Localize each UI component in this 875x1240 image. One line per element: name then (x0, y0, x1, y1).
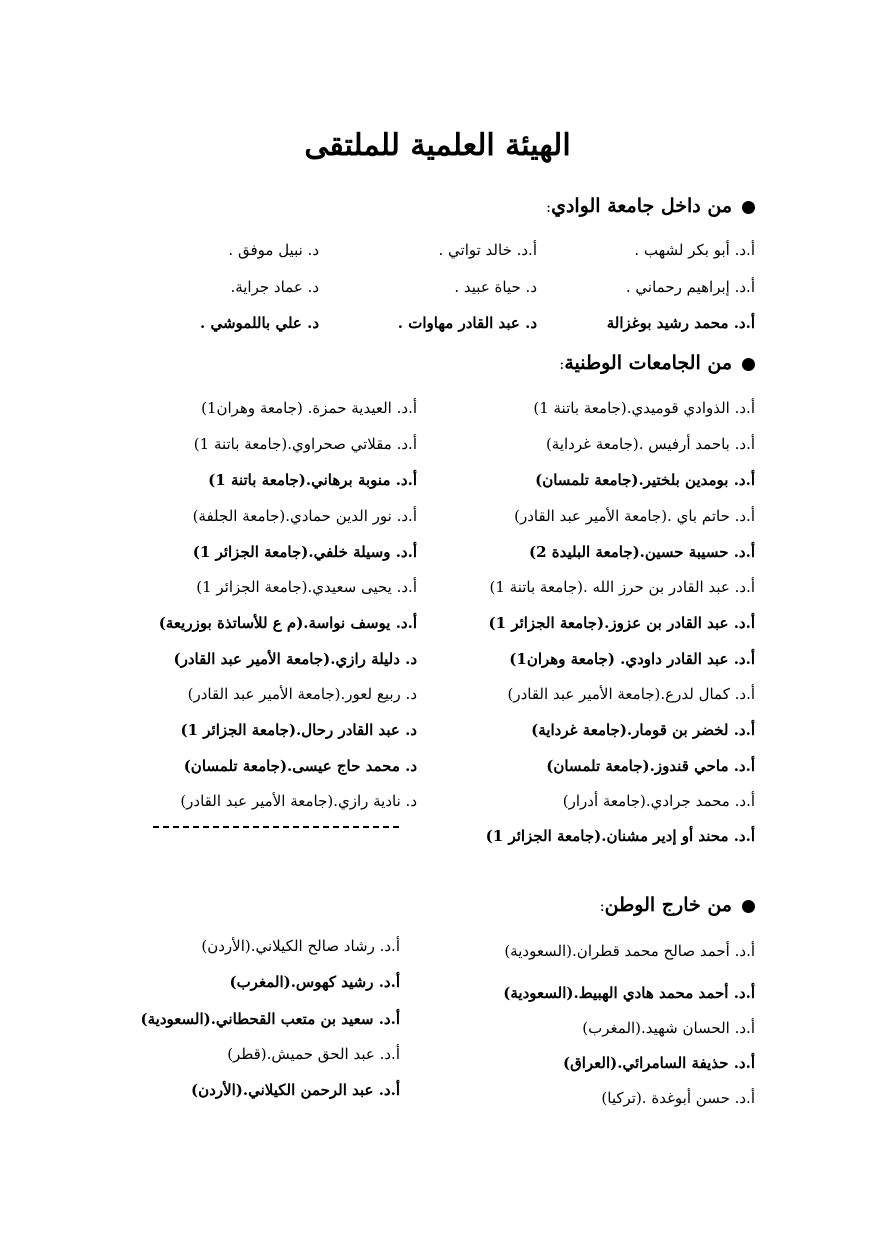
abroad-member-left: أ.د. رشاد صالح الكيلاني.(الأردن) (201, 937, 400, 955)
national-member-right: أ.د. ماحي قندوز.(جامعة تلمسان) (546, 757, 755, 775)
internal-member: أ.د. إبراهيم رحماني . (625, 278, 755, 296)
heading-colon: : (546, 198, 552, 216)
internal-member: أ.د. خالد تواتي . (438, 241, 537, 259)
abroad-member-left: أ.د. عبد الرحمن الكيلاني.(الأردن) (191, 1081, 400, 1099)
bullet-icon (742, 358, 755, 371)
page-title: الهيئة العلمية للملتقى (304, 128, 571, 163)
section-heading-label: من الجامعات الوطنية (564, 352, 732, 374)
abroad-member-right: أ.د. حسن أبوغدة .(تركيا) (601, 1089, 755, 1107)
national-member-left: أ.د. مقلاتي صحراوي.(جامعة باتنة 1) (193, 435, 417, 453)
national-member-right: أ.د. حاتم باي .(جامعة الأمير عبد القادر) (514, 507, 755, 525)
internal-member: د. حياة عبيد . (454, 278, 537, 296)
national-member-right: أ.د. عبد القادر داودي. (جامعة وهران1) (509, 650, 755, 668)
national-member-left: أ.د. يحيى سعيدي.(جامعة الجزائر 1) (196, 578, 417, 596)
abroad-member-right: أ.د. أحمد محمد هادي الهبيط.(السعودية) (503, 984, 755, 1002)
national-member-left: د. نادية رازي.(جامعة الأمير عبد القادر) (180, 792, 417, 810)
internal-member: د. نبيل موفق . (228, 241, 319, 259)
internal-member: أ.د. أبو بكر لشهب . (634, 241, 755, 259)
internal-member: د. عماد جراية. (230, 278, 319, 296)
section-heading-internal (546, 195, 755, 217)
section-heading-abroad (600, 894, 755, 916)
national-member-right: أ.د. لخضر بن قومار.(جامعة غرداية) (531, 721, 755, 739)
bullet-icon (742, 900, 755, 913)
dashed-divider (153, 826, 399, 828)
heading-colon: : (559, 355, 565, 373)
abroad-member-left: أ.د. رشيد كهوس.(المغرب) (229, 973, 400, 991)
national-member-right: أ.د. عبد القادر بن عزوز.(جامعة الجزائر 1) (488, 614, 755, 632)
national-member-left: أ.د. يوسف نواسة.(م ع للأساتذة بوزريعة) (158, 614, 417, 632)
national-member-left: د. محمد حاج عيسى.(جامعة تلمسان) (183, 757, 417, 775)
internal-member: أ.د. محمد رشيد بوغزالة (606, 314, 755, 332)
bullet-icon (742, 201, 755, 214)
national-member-right: أ.د. محند أو إدير مشنان.(جامعة الجزائر 1) (485, 827, 755, 845)
abroad-member-left: أ.د. سعيد بن متعب القحطاني.(السعودية) (140, 1010, 400, 1028)
national-member-right: أ.د. باحمد أرفيس .(جامعة غرداية) (545, 435, 755, 453)
national-member-right: أ.د. حسيبة حسين.(جامعة البليدة 2) (528, 543, 755, 561)
national-member-left: د. ربيع لعور.(جامعة الأمير عبد القادر) (187, 685, 417, 703)
national-member-right: أ.د. الذوادي قوميدي.(جامعة باتنة 1) (533, 399, 755, 417)
abroad-member-left: أ.د. عبد الحق حميش.(قطر) (227, 1045, 400, 1063)
national-member-left: د. عبد القادر رحال.(جامعة الجزائر 1) (180, 721, 417, 739)
internal-member: د. علي باللموشي . (200, 314, 319, 332)
section-heading-label: من داخل جامعة الوادي (551, 195, 732, 217)
national-member-right: أ.د. محمد جرادي.(جامعة أدرار) (562, 792, 755, 810)
national-member-left: أ.د. نور الدين حمادي.(جامعة الجلفة) (192, 507, 417, 525)
national-member-right: أ.د. كمال لدرع.(جامعة الأمير عبد القادر) (507, 685, 755, 703)
abroad-member-right: أ.د. حذيفة السامرائي.(العراق) (562, 1054, 755, 1072)
abroad-member-right: أ.د. الحسان شهيد.(المغرب) (582, 1019, 755, 1037)
national-member-left: أ.د. منوبة برهاني.(جامعة باتنة 1) (208, 471, 417, 489)
national-member-left: أ.د. وسيلة خلفي.(جامعة الجزائر 1) (192, 543, 417, 561)
section-heading-label: من خارج الوطن (604, 894, 732, 916)
internal-member: د. عبد القادر مهاوات . (397, 314, 537, 332)
section-heading-national (559, 352, 755, 374)
abroad-member-right: أ.د. أحمد صالح محمد قطران.(السعودية) (504, 942, 755, 960)
national-member-right: أ.د. عبد القادر بن حرز الله .(جامعة باتنة 1) (489, 578, 755, 596)
national-member-right: أ.د. بومدين بلختير.(جامعة تلمسان) (535, 471, 755, 489)
national-member-left: د. دليلة رازي.(جامعة الأمير عبد القادر) (173, 650, 417, 668)
national-member-left: أ.د. العيدية حمزة. (جامعة وهران1) (201, 399, 417, 417)
heading-colon: : (599, 897, 605, 915)
